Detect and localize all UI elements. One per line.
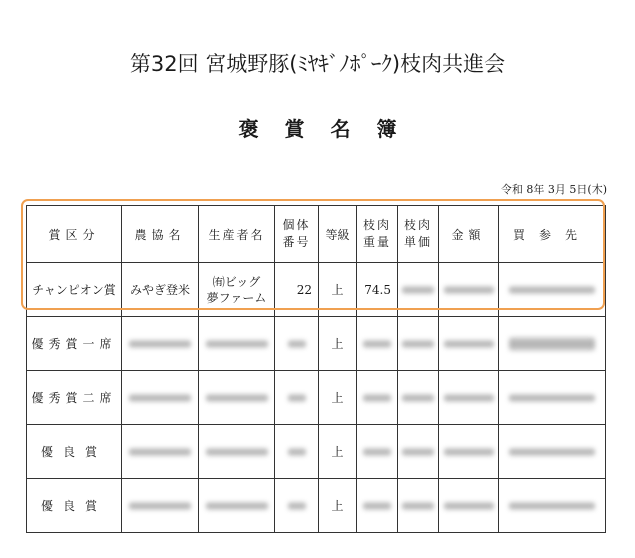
grade-cell: 上 xyxy=(319,425,357,479)
weight-cell xyxy=(357,479,398,533)
producer-cell: ㈲ビッグ 夢ファーム xyxy=(199,263,275,317)
id-cell xyxy=(275,371,319,425)
price-cell xyxy=(398,425,439,479)
id-cell xyxy=(275,479,319,533)
coop-cell xyxy=(122,371,199,425)
price-cell xyxy=(398,317,439,371)
award-cell: 優秀賞一席 xyxy=(27,317,122,371)
award-cell: 優良賞 xyxy=(27,479,122,533)
coop-cell xyxy=(122,317,199,371)
weight-cell xyxy=(357,371,398,425)
grade-cell: 上 xyxy=(319,263,357,317)
amount-cell xyxy=(439,425,499,479)
amount-cell xyxy=(439,317,499,371)
producer-cell xyxy=(199,371,275,425)
header-award: 賞区分 xyxy=(27,206,122,263)
buyer-cell xyxy=(499,317,606,371)
header-coop: 農協名 xyxy=(122,206,199,263)
id-cell: 22 xyxy=(275,263,319,317)
document-title: 第32回 宮城野豚(ﾐﾔｷﾞﾉﾎﾟｰｸ)枝肉共進会 xyxy=(129,52,506,76)
producer-cell xyxy=(199,317,275,371)
weight-cell xyxy=(357,425,398,479)
table-row xyxy=(27,371,606,425)
header-price: 枝肉 単価 xyxy=(398,206,439,263)
price-cell xyxy=(398,263,439,317)
header-id: 個体 番号 xyxy=(275,206,319,263)
award-cell: 優秀賞二席 xyxy=(27,371,122,425)
producer-cell xyxy=(199,425,275,479)
grade-cell: 上 xyxy=(319,479,357,533)
header-row xyxy=(27,206,606,263)
award-roster-table xyxy=(26,205,606,533)
header-producer: 生産者名 xyxy=(199,206,275,263)
grade-cell: 上 xyxy=(319,317,357,371)
amount-cell xyxy=(439,263,499,317)
document-subtitle: 褒賞名簿 xyxy=(238,117,423,141)
id-cell xyxy=(275,425,319,479)
award-cell: 優良賞 xyxy=(27,425,122,479)
grade-cell: 上 xyxy=(319,371,357,425)
buyer-cell xyxy=(499,479,606,533)
coop-cell: みやぎ登米 xyxy=(122,263,199,317)
weight-cell xyxy=(357,317,398,371)
producer-cell xyxy=(199,479,275,533)
price-cell xyxy=(398,479,439,533)
buyer-cell xyxy=(499,425,606,479)
coop-cell xyxy=(122,479,199,533)
header-grade: 等級 xyxy=(319,206,357,263)
header-weight: 枝肉 重量 xyxy=(357,206,398,263)
table-row xyxy=(27,479,606,533)
price-cell xyxy=(398,371,439,425)
table-row xyxy=(27,263,606,317)
header-amount: 金額 xyxy=(439,206,499,263)
id-cell xyxy=(275,317,319,371)
table-row xyxy=(27,317,606,371)
award-cell: チャンピオン賞 xyxy=(27,263,122,317)
amount-cell xyxy=(439,479,499,533)
buyer-cell xyxy=(499,263,606,317)
header-buyer: 買参先 xyxy=(499,206,606,263)
coop-cell xyxy=(122,425,199,479)
document-date: 令和 8年 3月 5日(木) xyxy=(500,183,607,196)
amount-cell xyxy=(439,371,499,425)
buyer-cell xyxy=(499,371,606,425)
weight-cell: 74.5 xyxy=(357,263,398,317)
table-row xyxy=(27,425,606,479)
